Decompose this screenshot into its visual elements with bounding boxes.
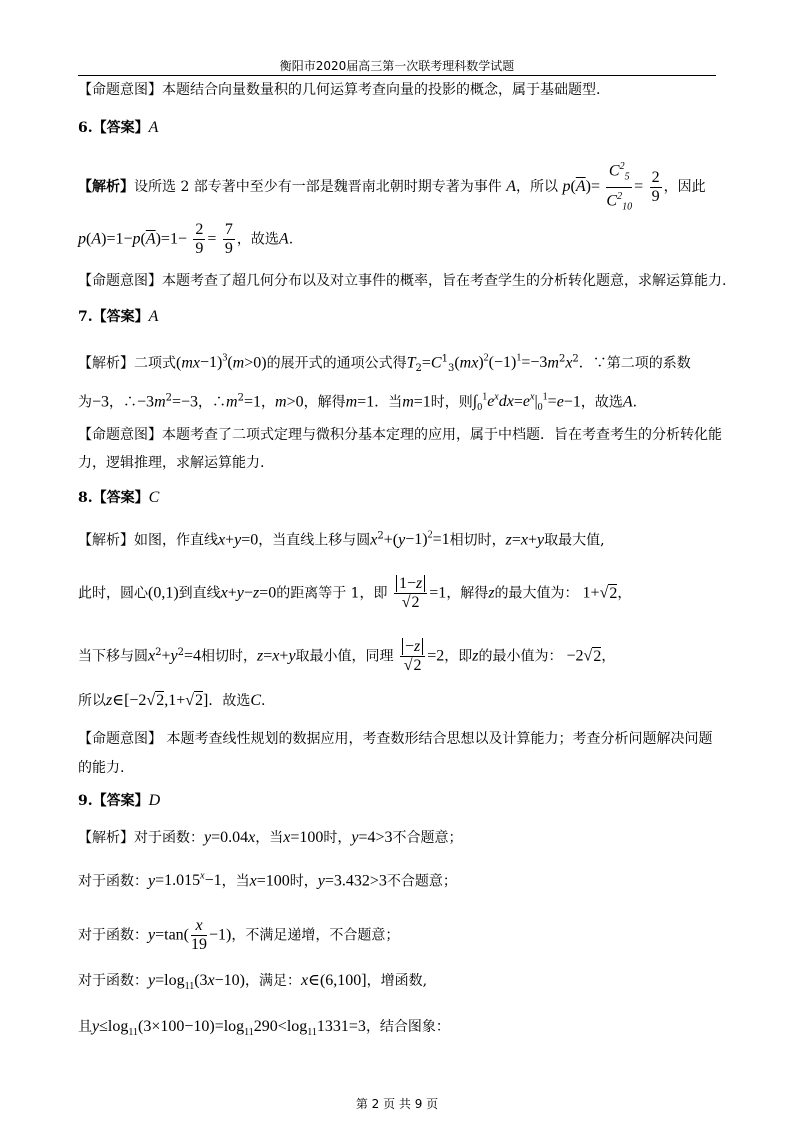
q6-analysis-1: 【解析】设所选 2 部专著中至少有一部是魏晋南北朝时期专著为事件 A，所以 $p(\overline{A})=$ $\frac{C^2_5}{C^2_{10}}$ = $\frac{2}{9}$ ，因此 bbox=[78, 158, 718, 216]
q9-analysis-2: 对于函数：$y=1.015^x-1$，当x=100时，y=3.432>3不合题意； bbox=[78, 871, 457, 890]
intent-q8-2: 的能力. bbox=[78, 760, 125, 776]
intent-q6: 【命题意图】本题考查了超几何分布以及对立事件的概率，旨在考查学生的分析转化题意，求解运算能力. bbox=[78, 273, 727, 289]
q6-answer: 6.【答案】A bbox=[78, 119, 159, 136]
q8-answer: 8.【答案】C bbox=[78, 489, 160, 506]
q8-analysis-3: 当下移与圆$x^2+y^2=4$相切时，z=x+y取最小值，同理 $\frac{-z}{√2}$ =2，即z的最小值为： −2√2， bbox=[78, 638, 616, 674]
page-footer: 第 2 页 共 9 页 bbox=[355, 1097, 439, 1111]
q7-analysis-2: 为−3，$\therefore-3m^2=-3$，$\therefore m^2=1$，m>0，解得m=1．当m=1时，则$\int_0^1e^xdx=e^x|_0^1=e-1$，故选A. bbox=[78, 392, 638, 414]
q8-analysis-4: 所以z∈[−2√2,1+√2]．故选C. bbox=[78, 692, 266, 709]
header-rule bbox=[78, 75, 716, 76]
q9-analysis-3: 对于函数：y=tan( $\frac{x}{19}$ −1)，不满足递增，不合题意； bbox=[78, 917, 400, 953]
intent-q8-1: 【命题意图】 本题考查线性规划的数据应用，考查数形结合思想以及计算能力；考查分析问题解决问题 bbox=[78, 731, 713, 747]
q9-answer: 9.【答案】D bbox=[78, 792, 161, 809]
page-header: 衡阳市2020届高三第一次联考理科数学试题 bbox=[279, 59, 515, 73]
q9-analysis-5: 且$y\le\log_{11}(3\times 100-10)=\log_{11}290<\log_{11}1331=3$，结合图象： bbox=[78, 1018, 450, 1039]
q7-answer: 7.【答案】A bbox=[78, 308, 159, 325]
intent-q7-1: 【命题意图】本题考查了二项式定理与微积分基本定理的应用，属于中档题．旨在考查考生的分析转化能 bbox=[78, 427, 722, 443]
q7-analysis-1: 【解析】二项式$(mx-1)^3(m>0)$的展开式的通项公式得$T_2=C^1_3(mx)^2(-1)^1=-3m^2x^2$．∵第二项的系数 bbox=[78, 353, 691, 375]
intent-q7-2: 力，逻辑推理，求解运算能力. bbox=[78, 455, 265, 471]
q9-analysis-1: 【解析】对于函数：y=0.04x，当x=100时，y=4>3不合题意； bbox=[78, 829, 463, 846]
intent-q5: 【命题意图】本题结合向量数量积的几何运算考查向量的投影的概念，属于基础题型. bbox=[78, 82, 601, 98]
q9-analysis-4: 对于函数：$y=\log_{11}(3x-10)$，满足：x∈(6,100]，增函数, bbox=[78, 972, 428, 993]
q8-analysis-1: 【解析】如图，作直线x+y=0，当直线上移与圆$x^2+(y-1)^2=1$相切时，z=x+y取最大值, bbox=[78, 530, 605, 549]
q6-analysis-2: $p(A)=1-p(\overline{A})=1-$ $\frac{2}{9}$ = $\frac{7}{9}$ ，故选A. bbox=[78, 221, 294, 257]
q8-analysis-2: 此时，圆心(0,1)到直线x+y−z=0的距离等于 1，即 $\frac{1-z}{√2}$ =1，解得z的最大值为： 1+√2， bbox=[78, 575, 632, 611]
